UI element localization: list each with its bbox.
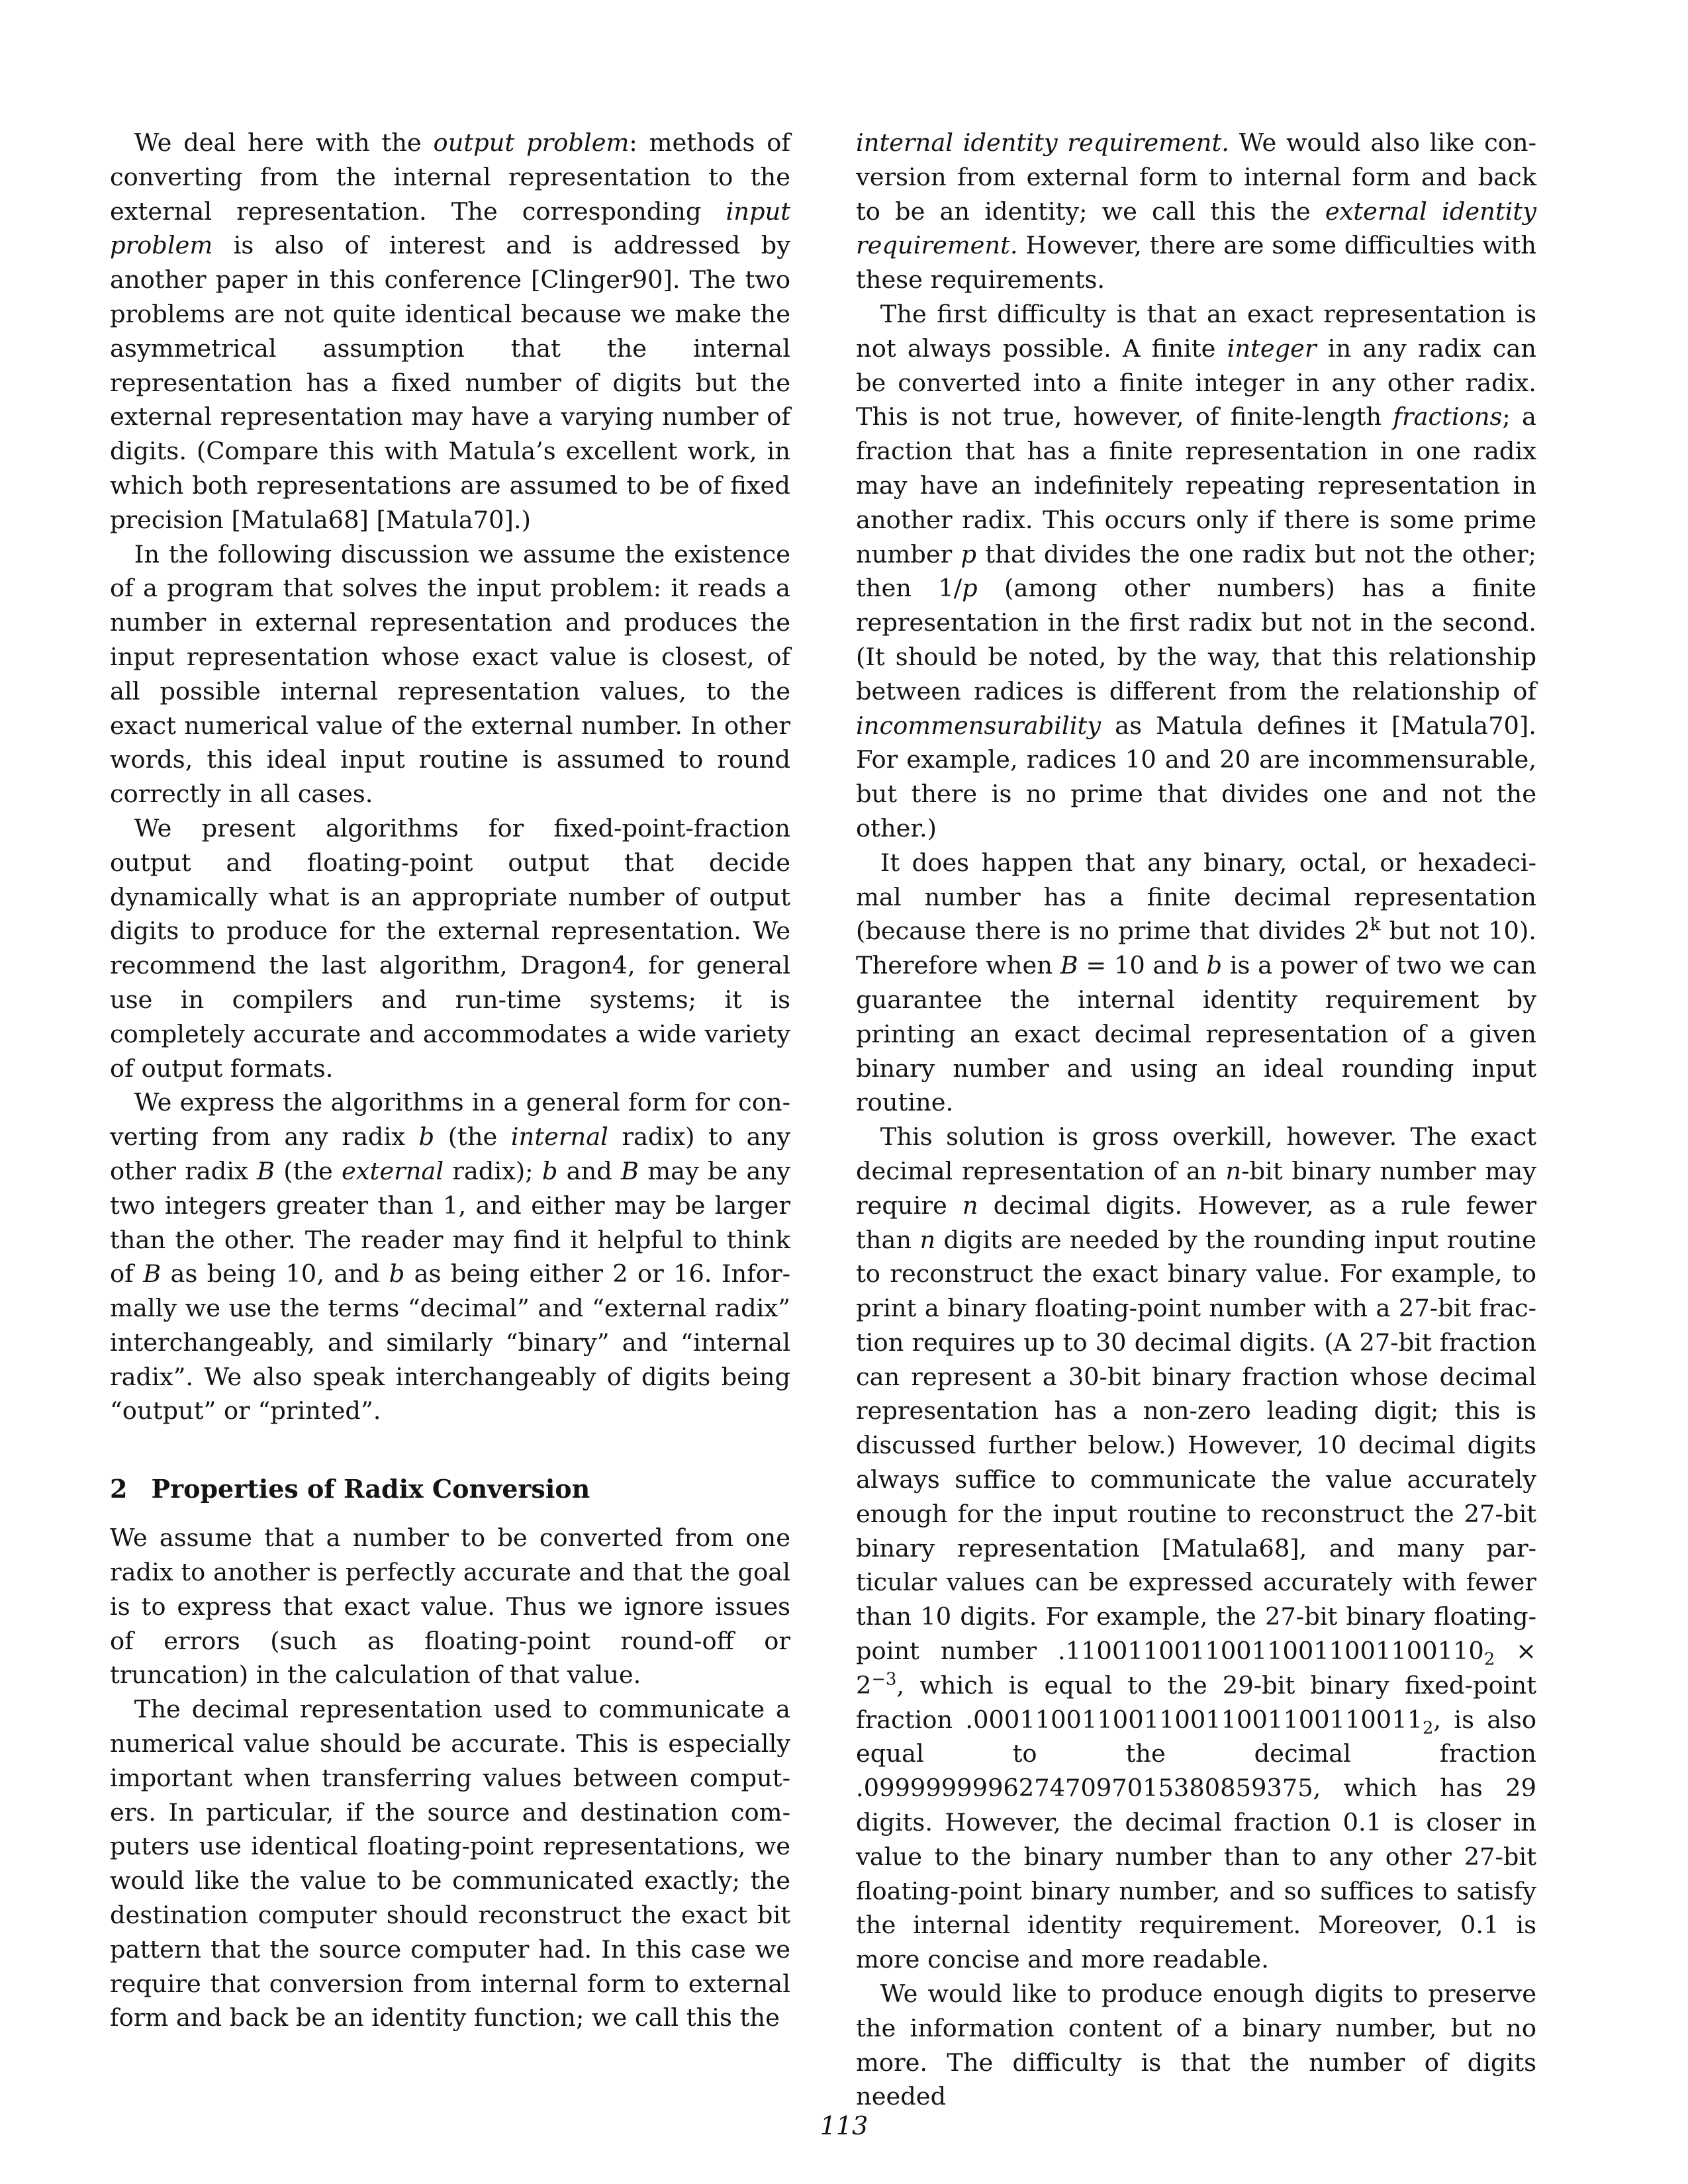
left-column	[110, 126, 790, 2035]
section-title: Properties of Radix Conversion	[151, 1474, 590, 1504]
paragraph: The first difficulty is that an exact representation is not always possible. A finite integer in any radix can be converted into a finite integer in any other radix. This is not true, however, of finite-length fractions; a fraction that has a finite representation in one radix may have an indefinitely repeating representation in another radix. This occurs only if there is some prime number p that divides the one radix but not the other; then 1/p (among other numbers) has a finite representation in the first radix but not in the second. (It should be noted, by the way, that this relationship between radices is different from the relationship of incommensurability as Matula defines it [Matula70]. For example, radices 10 and 20 are incommensurable, but there is no prime that divides one and not the other.)	[856, 299, 1537, 842]
paragraph: internal identity requirement. We would also like conversion from external form to internal form and back to be an identity; we call this the external identity requirement. However, there are some difficulties with these requirements.	[856, 128, 1536, 295]
paragraph: It does happen that any binary, octal, or hexadecimal number has a finite decimal representation (because there is no prime that divides 2$^k$ but not 10). Therefore when B = 10 and b is a power of two we can guarantee the internal identity requirement by printing an exact decimal representation of a given binary number and using an ideal rounding input routine.	[856, 848, 1536, 1117]
paragraph: We deal here with the output problem: methods of converting from the internal representation to the external representation. The corresponding input problem is also of interest and is addressed by another paper in this conference [Clinger90]. The two problems are not quite identical because we make the asymmetrical assumption that the internal representation has a fixed number of digits but the external representation may have a varying number of digits. (Compare this with Matula’s excellent work, in which both representations are assumed to be of fixed precision [Matula68] [Matula70].)	[110, 128, 790, 534]
page-number: 113	[820, 2111, 868, 2140]
paragraph: We present algorithms for fixed-point-fraction output and floating-point output that decide dynamically what is an appropriate number of output digits to produce for the external representation. We recommend the last algorithm, Dragon4, for general use in compilers and run-time systems; it is completely accurate and accommodates a wide variety of output formats.	[110, 813, 790, 1083]
section-heading	[110, 1472, 790, 1506]
paragraph: This solution is gross overkill, however. The exact decimal representation of an n-bit binary number may require n decimal digits. However, as a rule fewer than n digits are needed by the rounding input routine to reconstruct the exact binary value. For example, to print a binary floating-point number with a 27-bit fraction requires up to 30 decimal digits. (A 27-bit fraction can represent a 30-bit binary fraction whose decimal representation has a non-zero leading digit; this is discussed further below.) However, 10 decimal digits always suffice to communicate the value accurately enough for the input routine to reconstruct the 27-bit binary representation [Matula68], and many particular values can be expressed accurately with fewer than 10 digits. For example, the 27-bit binary floating-point number $.110011001100110011001100110_2 \times 2^{-3}$, which is equal to the 29-bit binary fixed-point fraction $.00011001100110011001100110011_2$, is also equal to the decimal fraction .09999999962747097015380859375, which has 29 digits. However, the decimal fraction 0.1 is closer in value to the binary number than to any other 27-bit floating-point binary number, and so suffices to satisfy the internal identity requirement. Moreover, 0.1 is more concise and more readable.	[856, 1122, 1537, 1974]
paragraph: We would like to produce enough digits to preserve the information content of a binary number, but no more. The difficulty is that the number of digits needed	[856, 1979, 1536, 2111]
paragraph: In the following discussion we assume the existence of a program that solves the input problem: it reads a number in external representation and produces the input representation whose exact value is closest, of all possible internal representation values, to the exact numerical value of the external number. In other words, this ideal input routine is assumed to round correctly in all cases.	[110, 539, 790, 809]
paragraph: The decimal representation used to communicate a numerical value should be accurate. This is especially important when transferring values between computers. In particular, if the source and destination computers use identical floating-point representations, we would like the value to be communicated exactly; the destination computer should reconstruct the exact bit pattern that the source computer had. In this case we require that conversion from internal form to external form and back be an identity function; we call this the	[110, 1695, 790, 2032]
section-number: 2	[110, 1474, 128, 1504]
paragraph: We assume that a number to be converted from one radix to another is perfectly accurate and that the goal is to express that exact value. Thus we ignore issues of errors (such as floating-point round-off or truncation) in the calculation of that value.	[110, 1524, 790, 1690]
right-column	[856, 126, 1536, 2114]
paragraph: We express the algorithms in a general form for converting from any radix b (the internal radix) to any other radix B (the external radix); b and B may be any two integers greater than 1, and either may be larger than the other. The reader may find it helpful to think of B as being 10, and b as being either 2 or 16. Informally we use the terms “decimal” and “external radix” interchangeably, and similarly “binary” and “internal radix”. We also speak interchangeably of digits being “output” or “printed”.	[110, 1088, 790, 1426]
